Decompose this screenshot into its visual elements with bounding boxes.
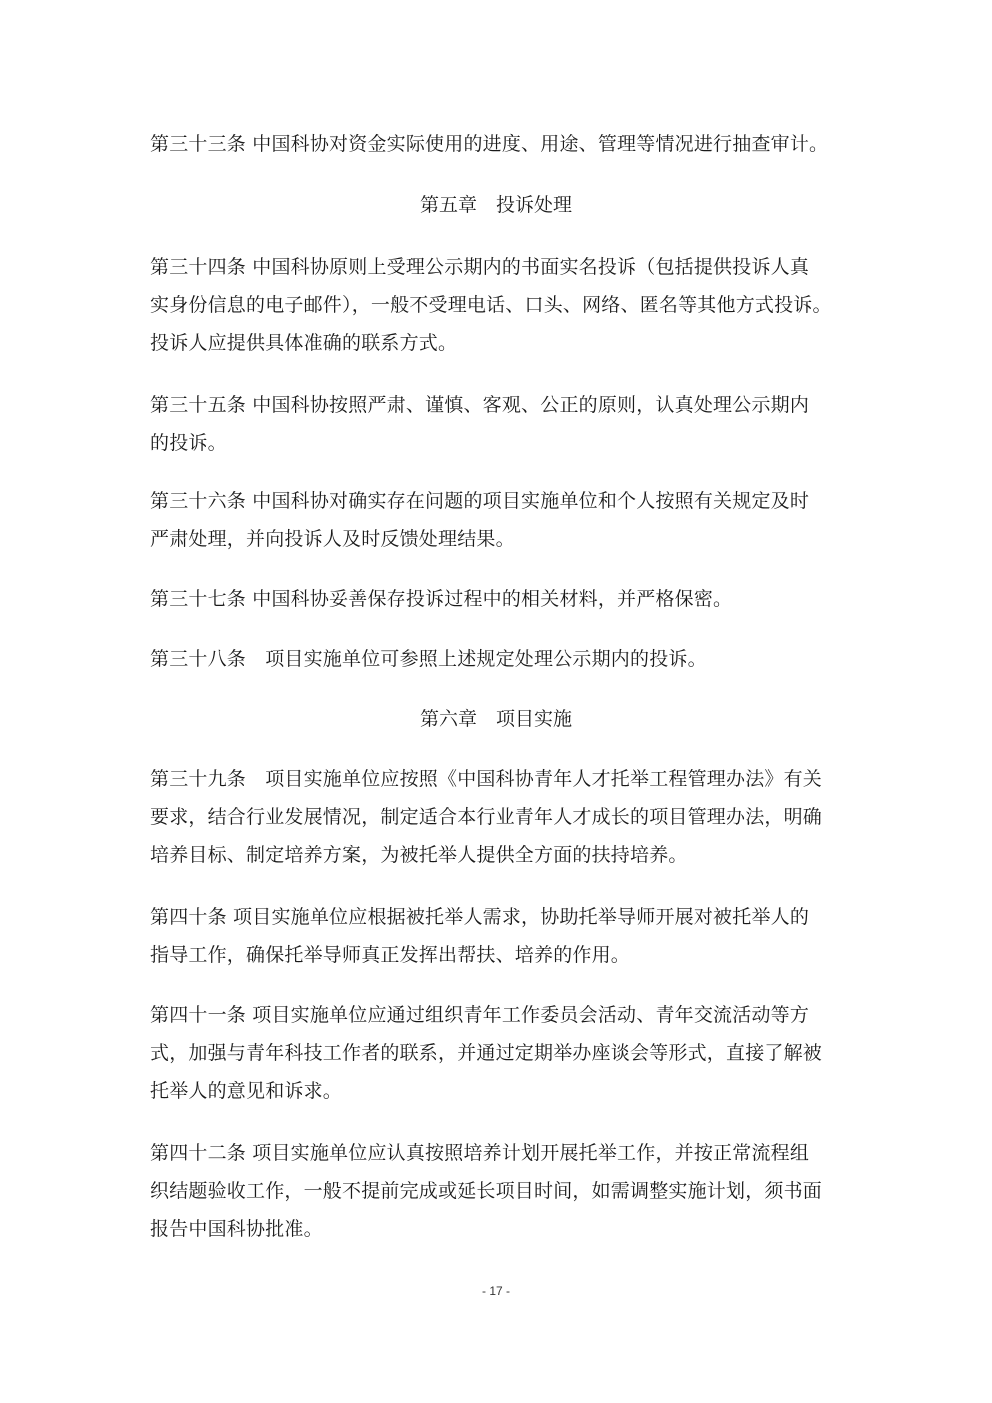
article-39-line-3: 培养目标、制定培养方案，为被托举人提供全方面的扶持培养。	[150, 844, 688, 866]
article-42-line-3: 报告中国科协批准。	[150, 1218, 323, 1240]
chapter-5-heading: 第五章 投诉处理	[419, 194, 572, 216]
article-40-line-2: 指导工作，确保托举导师真正发挥出帮扶、培养的作用。	[150, 944, 631, 966]
article-34-line-2: 实身份信息的电子邮件），一般不受理电话、口头、网络、匿名等其他方式投诉。	[150, 294, 832, 316]
article-35-line-2: 的投诉。	[150, 432, 227, 454]
article-41-line-3: 托举人的意见和诉求。	[150, 1080, 343, 1102]
article-40-line-1: 第四十条 项目实施单位应根据被托举人需求，协助托举导师开展对被托举人的	[150, 906, 810, 928]
article-35-line-1: 第三十五条 中国科协按照严肃、谨慎、客观、公正的原则，认真处理公示期内	[150, 394, 810, 416]
article-34-line-1: 第三十四条 中国科协原则上受理公示期内的书面实名投诉（包括提供投诉人真	[150, 256, 810, 278]
article-41-line-2: 式，加强与青年科技工作者的联系，并通过定期举办座谈会等形式，直接了解被	[150, 1042, 823, 1064]
article-34-line-3: 投诉人应提供具体准确的联系方式。	[150, 332, 458, 354]
article-42-line-1: 第四十二条 项目实施单位应认真按照培养计划开展托举工作，并按正常流程组	[150, 1142, 810, 1164]
article-33-line-1: 第三十三条 中国科协对资金实际使用的进度、用途、管理等情况进行抽查审计。	[150, 133, 829, 155]
article-36-line-2: 严肃处理，并向投诉人及时反馈处理结果。	[150, 528, 515, 550]
page-number: - 17 -	[481, 1284, 510, 1298]
article-38-line-1: 第三十八条 项目实施单位可参照上述规定处理公示期内的投诉。	[150, 648, 707, 670]
article-36-line-1: 第三十六条 中国科协对确实存在问题的项目实施单位和个人按照有关规定及时	[150, 490, 810, 512]
chapter-6-heading: 第六章 项目实施	[419, 708, 572, 730]
article-42-line-2: 织结题验收工作，一般不提前完成或延长项目时间，如需调整实施计划，须书面	[150, 1180, 823, 1202]
article-39-line-1: 第三十九条 项目实施单位应按照《中国科协青年人才托举工程管理办法》有关	[150, 768, 823, 790]
article-39-line-2: 要求，结合行业发展情况，制定适合本行业青年人才成长的项目管理办法，明确	[150, 806, 823, 828]
article-41-line-1: 第四十一条 项目实施单位应通过组织青年工作委员会活动、青年交流活动等方	[150, 1004, 810, 1026]
article-37-line-1: 第三十七条 中国科协妥善保存投诉过程中的相关材料，并严格保密。	[150, 588, 733, 610]
